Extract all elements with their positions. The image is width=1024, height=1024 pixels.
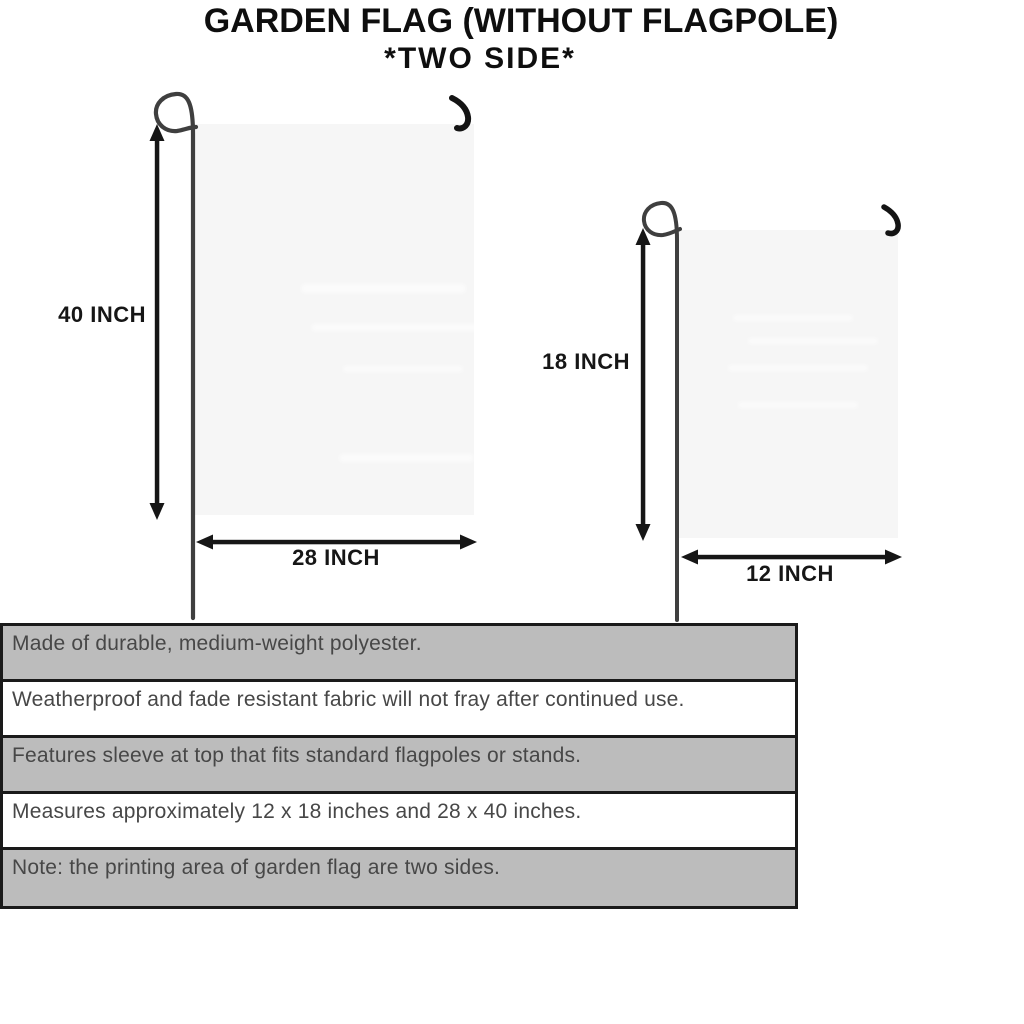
feature-row: Made of durable, medium-weight polyester.	[3, 626, 795, 682]
large-flag-width-label: 28 INCH	[292, 545, 380, 570]
small-flagpole-icon	[644, 203, 680, 620]
feature-row: Weatherproof and fade resistant fabric will not fray after continued use.	[3, 682, 795, 738]
large-flag-fabric	[193, 124, 474, 515]
small-flag-height-label: 18 INCH	[542, 349, 630, 374]
fabric-fold-highlight	[301, 284, 466, 293]
fabric-fold-highlight	[738, 402, 858, 408]
page-title	[0, 2, 1024, 77]
fabric-fold-highlight	[733, 315, 853, 321]
feature-row: Features sleeve at top that fits standard flagpoles or stands.	[3, 738, 795, 794]
fabric-fold-highlight	[748, 338, 878, 344]
feature-row: Measures approximately 12 x 18 inches and 28 x 40 inches.	[3, 794, 795, 850]
feature-row: Note: the printing area of garden flag are two sides.	[3, 850, 795, 906]
fabric-fold-highlight	[339, 454, 474, 462]
large-flag-height-arrow-icon	[150, 124, 165, 520]
fabric-fold-highlight	[343, 366, 463, 372]
fabric-fold-highlight	[728, 365, 868, 371]
large-flag-height-label: 40 INCH	[58, 302, 146, 327]
small-flag-width-label: 12 INCH	[746, 561, 834, 586]
feature-table	[0, 623, 798, 909]
large-flagpole-icon	[156, 94, 196, 618]
small-flag-height-arrow-icon	[636, 228, 651, 541]
title-line-1: GARDEN FLAG (WITHOUT FLAGPOLE)	[203, 2, 839, 40]
fabric-fold-highlight	[311, 324, 474, 331]
title-line-2: *TWO SIDE*	[384, 42, 576, 76]
small-flag-fabric	[678, 230, 898, 538]
